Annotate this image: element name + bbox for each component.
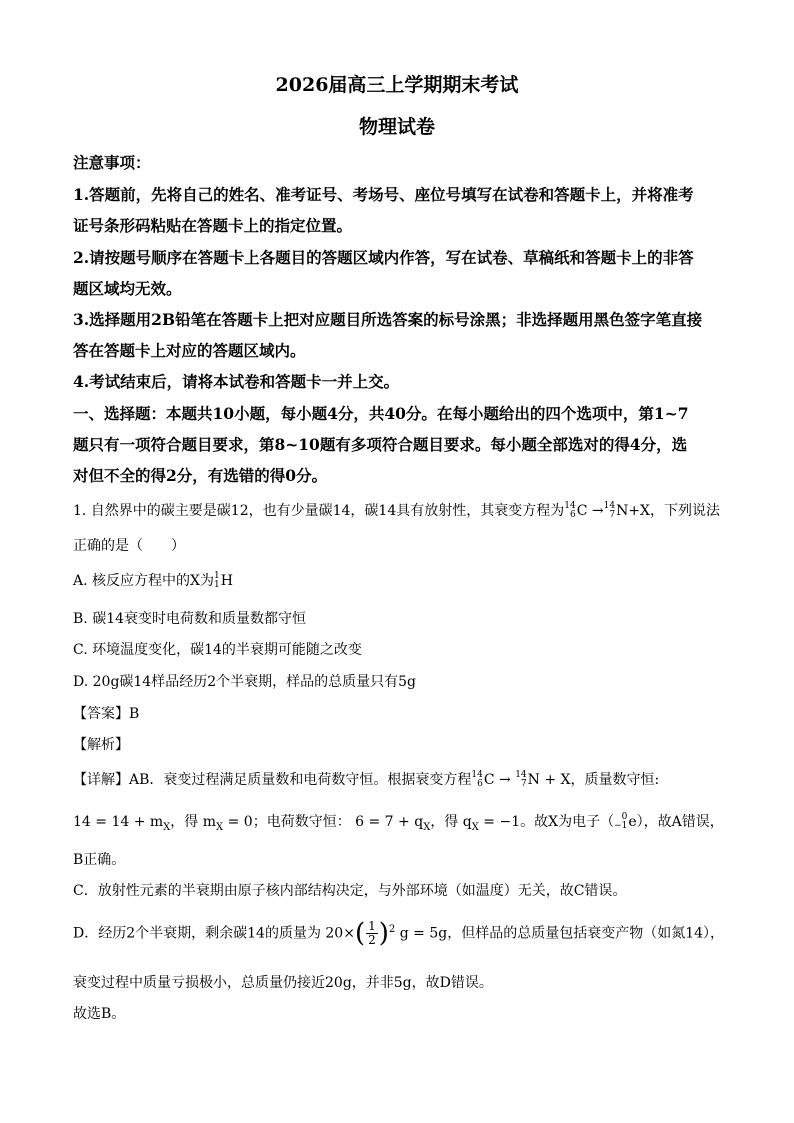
- answer-label: 【答案】B: [73, 706, 140, 722]
- exam-title: 2026届高三上学期期末考试: [275, 74, 519, 96]
- nuclide-hydrogen: 1 1: [213, 571, 220, 590]
- option-b: B. 碳14衰变时电荷数和质量数都守恒: [73, 611, 307, 627]
- note-line: 题区域均无效。: [73, 279, 182, 298]
- section-line: 题只有一项符合题目要求，第8~10题有多项符合题目要求。每小题全部选对的得4分，选: [73, 435, 688, 454]
- detail-line: 故选B。: [73, 1006, 126, 1022]
- note-line: 1.答题前，先将自己的姓名、准考证号、考场号、座位号填写在试卷和答题卡上，并将准考: [73, 185, 694, 204]
- note-line: 证号条形码粘贴在答题卡上的指定位置。: [73, 216, 353, 235]
- option-c: C. 环境温度变化，碳14的半衰期可能随之改变: [73, 642, 362, 658]
- exam-subject: 物理试卷: [358, 116, 435, 138]
- note-line: 3.选择题用2B铅笔在答题卡上把对应题目所选答案的标号涂黑；非选择题用黑色签字笔直接: [73, 310, 703, 329]
- nuclide-carbon: 14 6: [471, 770, 483, 789]
- nuclide-electron: 0 −1: [614, 812, 628, 831]
- option-d: D. 20g碳14样品经历2个半衰期，样品的总质量只有5g: [73, 674, 416, 690]
- nuclide-carbon: 14 6: [564, 501, 576, 520]
- detail-line: D．经历2个半衰期，剩余碳14的质量为 20×( $\frac{1}{2}$ )$^2$ g = 5g，但样品的总质量包括衰变产物（如氮14），: [73, 918, 725, 949]
- detail-line: C．放射性元素的半衰期由原子核内部结构决定，与外部环境（如温度）无关，故C错误。: [73, 883, 627, 899]
- detail-line: 衰变过程中质量亏损极小，总质量仍接近20g，并非5g，故D错误。: [73, 975, 493, 991]
- note-line: 答在答题卡上对应的答题区域内。: [73, 341, 306, 360]
- detail-line: $14 = 14 + m_X$，得 $m_X = 0$；电荷数守恒： $6 = 7 + q_X$，得 $q_X = -1$。故X为电子（ 0 −1 e），故A错误，: [73, 812, 724, 833]
- analysis-label: 【解析】: [73, 737, 129, 753]
- question-stem-cont: 正确的是（ ）: [73, 538, 185, 554]
- section-line: 一、选择题：本题共10小题，每小题4分，共40分。在每小题给出的四个选项中，第1~7: [73, 404, 689, 423]
- question-stem: 1. 自然界中的碳主要是碳12，也有少量碳14，碳14具有放射性，其衰变方程为 14 6 C → 14 7 N+X，下列说法: [73, 501, 721, 520]
- nuclide-nitrogen: 14 7: [603, 501, 616, 520]
- option-a: A. 核反应方程中的X为 1 1 H: [73, 571, 233, 590]
- section-line: 对但不全的得2分，有选错的得0分。: [73, 466, 328, 485]
- detail-line: 【详解】AB．衰变过程满足质量数和电荷数守恒。根据衰变方程 14 6 C → 14 7 N + X，质量数守恒:: [73, 770, 660, 789]
- note-line: 2.请按题号顺序在答题卡上各题目的答题区域内作答，写在试卷、草稿纸和答题卡上的非答: [73, 248, 694, 267]
- notes-heading: 注意事项：: [73, 153, 151, 172]
- note-line: 4.考试结束后，请将本试卷和答题卡一并上交。: [73, 372, 400, 391]
- detail-line: B正确。: [73, 852, 126, 868]
- nuclide-nitrogen: 14 7: [515, 770, 527, 789]
- fraction-half: $\frac{1}{2}$: [368, 919, 376, 947]
